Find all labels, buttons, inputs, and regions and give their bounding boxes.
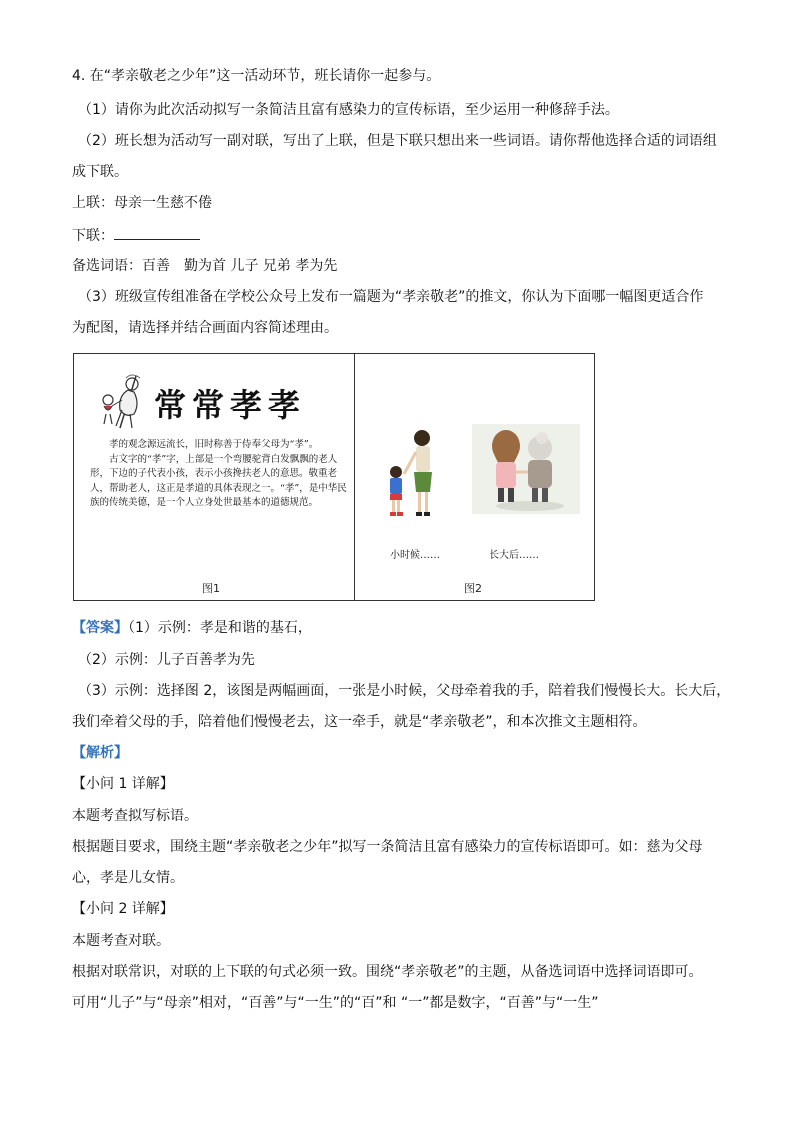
question-part-1: （1）请你为此次活动拟写一条简洁且富有感染力的宣传标语，至少运用一种修辞手法。 [78,102,619,118]
word-options: 备选词语：百善 勤为首 儿子 兄弟 孝为先 [72,258,338,274]
answer-part-1: （1）示例：孝是和谐的基石， [128,620,312,636]
answer-line-1 [72,618,312,638]
answer-part-3-cont: 我们牵着父母的手，陪着他们慢慢老去，这一牵手，就是“孝亲敬老”，和本次推文主题相符。 [72,714,647,730]
answer-part-2: （2）示例：儿子百善孝为先 [78,652,255,668]
figure-1-title: 常常孝孝 [154,386,307,424]
sub-question-2-heading: 【小问 2 详解】 [72,901,174,917]
sub-question-2-text: 根据对联常识，对联的上下联的句式必须一致。围绕“孝亲敬老”的主题，从备选词语中选择词语即可。 [72,964,703,980]
figure-1-paragraph: 古文字的“孝”字，上部是一个弯腰驼背白发飘飘的老人形，下边的子代表小孩，表示小孩搀扶老人的意思。敬重老人，帮助老人，这正是孝道的具体表现之一。“孝”，是中华民族的传统美德，是一个人立身处世最基本的道德规范。 [90,453,347,509]
sub-question-2-text: 本题考查对联。 [72,933,170,949]
upper-couplet: 上联：母亲一生慈不倦 [72,195,212,211]
answer-blank [114,225,200,240]
question-part-2: （2）班长想为活动写一副对联，写出了上联，但是下联只想出来一些词语。请你帮他选择合适的词语组 [78,133,717,149]
parent-and-child-illustration [374,422,454,522]
figure-2-subcaption-adulthood: 长大后…… [489,550,539,561]
elder-with-child-illustration [96,370,152,432]
sub-question-1-text: 根据题目要求，围绕主题“孝亲敬老之少年”拟写一条简洁且富有感染力的宣传标语即可。如：慈为父母 [72,839,703,855]
answer-part-3: （3）示例：选择图 2，该图是两幅画面，一张是小时候，父母牵着我的手，陪着我们慢慢长大。长大后， [78,683,731,699]
figure-1-paragraph: 孝的观念源远流长，旧时称善于侍奉父母为“孝”。 [109,439,319,450]
figure-divider [354,354,355,600]
answer-label: 【答案】 [72,620,128,636]
sub-question-2-text: 可用“儿子”与“母亲”相对，“百善”与“一生”的“百”和 “一”都是数字，“百善”与“一生” [72,995,599,1011]
figure-1-caption: 图1 [202,582,220,595]
figure-1-text [90,438,348,511]
lower-couplet [72,225,200,246]
question-part-2-cont: 成下联。 [72,164,128,180]
grown-child-and-elder-illustration [472,424,580,514]
lower-couplet-label: 下联： [72,228,114,244]
figure-2-subcaption-childhood: 小时候…… [390,550,440,561]
sub-question-1-text: 本题考查拟写标语。 [72,808,198,824]
question-part-3-cont: 为配图，请选择并结合画面内容简述理由。 [72,320,338,336]
question-part-3: （3）班级宣传组准备在学校公众号上发布一篇题为“孝亲敬老”的推文，你认为下面哪一幅图更适合作 [78,289,704,305]
sub-question-1-heading: 【小问 1 详解】 [72,776,174,792]
question-title: 4. 在“孝亲敬老之少年”这一活动环节，班长请你一起参与。 [72,68,441,84]
figure-panel [73,353,595,601]
analysis-label: 【解析】 [72,745,128,761]
figure-2-caption: 图2 [464,582,482,595]
sub-question-1-text: 心，孝是儿女情。 [72,870,184,886]
